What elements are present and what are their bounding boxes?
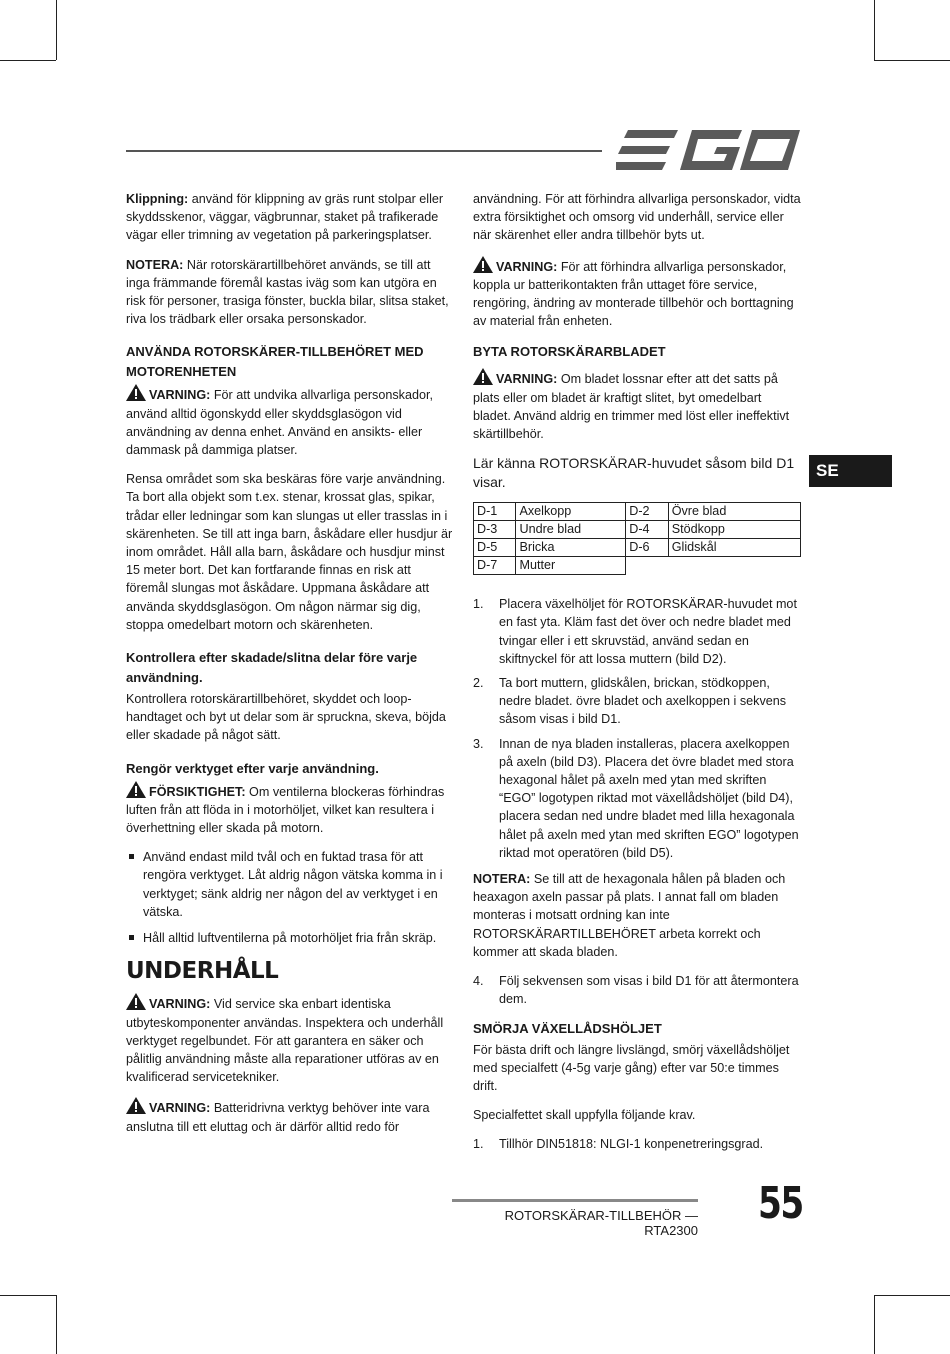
list-item: 3. Innan de nya bladen installeras, placera axelkoppen på axeln (bild D3). Placera det övre bladet med stora hexagonal hålet på axeln med ytan med skriften “EGO” logotypen riktad mot växellådshöljet (bild D4), placera sedan ned undre bladet med lilla hexagonala hålet på axeln med ytan med skriften EGO” logotypen riktad mot operatören (bild D5). bbox=[473, 736, 799, 860]
parts-table bbox=[473, 502, 801, 575]
table-cell: Stödkopp bbox=[668, 521, 800, 539]
table-cell bbox=[668, 557, 800, 575]
warning-paragraph: VARNING: För att förhindra allvarliga personskador, koppla ur batterikontakten från uttaget före service, rengöring, ändring av monterade tillbehör och borttagning av material från enheten. bbox=[473, 256, 801, 331]
caution-paragraph: FÖRSIKTIGHET: Om ventilerna blockeras förhindras luften från att flöda in i motorhöljet, vilket kan resultera i överhettning eller skada på motorn. bbox=[126, 781, 454, 838]
right-column bbox=[473, 190, 801, 1162]
page-number: 55 bbox=[758, 1178, 803, 1229]
list-item: 1. Placera växelhöljet för ROTORSKÄRAR-huvudet mot en fast yta. Kläm fast det över och nedre bladet med tvingar eller i ett skruvstäd, använd sedan en skiftnyckel för att lossa muttern (bild D2). bbox=[473, 597, 797, 666]
paragraph-check: Kontrollera rotorskärartillbehöret, skyddet och loop-handtaget och byt ut delar som är spruckna, skeva, böjda eller skadade på något sätt. bbox=[126, 692, 446, 743]
section-heading: ANVÄNDA ROTORSKÄRER-TILLBEHÖRET MED MOTORENHETEN bbox=[126, 344, 424, 380]
table-cell: D-3 bbox=[474, 521, 516, 539]
section-title: UNDERHÅLL bbox=[126, 958, 279, 985]
bullet-list bbox=[126, 848, 454, 947]
table-cell bbox=[626, 557, 668, 575]
requirements-list bbox=[473, 1135, 801, 1153]
ego-logo bbox=[616, 128, 800, 172]
table-cell: Mutter bbox=[516, 557, 626, 575]
table-cell: D-1 bbox=[474, 503, 516, 521]
crop-mark bbox=[874, 60, 950, 61]
header-rule bbox=[126, 150, 602, 152]
warning-icon bbox=[126, 993, 146, 1010]
left-column bbox=[126, 190, 454, 1147]
table-cell: Övre blad bbox=[668, 503, 800, 521]
language-tab: SE bbox=[809, 455, 892, 487]
warning-icon bbox=[473, 256, 493, 273]
steps-list bbox=[473, 972, 801, 1008]
list-item: Håll alltid luftventilerna på motorhöljet fria från skräp. bbox=[126, 929, 454, 947]
label-warning: VARNING: bbox=[149, 1101, 211, 1116]
paragraph-grease: För bästa drift och längre livslängd, smörj växellådshöljet med specialfett (4-5g varje gång) efter var 50:e timmes drift. bbox=[473, 1042, 790, 1093]
table-cell: D-6 bbox=[626, 539, 668, 557]
warning-paragraph: VARNING: Batteridrivna verktyg behöver inte vara anslutna till ett eluttag och är därför alltid redo för bbox=[126, 1097, 454, 1135]
table-cell: D-2 bbox=[626, 503, 668, 521]
label-warning: VARNING: bbox=[149, 997, 211, 1012]
warning-paragraph: VARNING: För att undvika allvarliga personskador, använd alltid ögonskydd eller skyddsglasögon vid användning av denna enhet. Använd en ansikts- eller dammask på dammiga platser. bbox=[126, 384, 454, 459]
paragraph-intro: Lär känna ROTORSKÄRAR-huvudet såsom bild D1 visar. bbox=[473, 455, 795, 491]
table-row bbox=[474, 539, 801, 557]
table-cell: D-5 bbox=[474, 539, 516, 557]
table-row bbox=[474, 503, 801, 521]
warning-icon bbox=[473, 368, 493, 385]
crop-mark bbox=[874, 0, 875, 60]
crop-mark bbox=[0, 60, 56, 61]
list-item: Använd endast mild tvål och en fuktad trasa för att rengöra verktyget. Låt aldrig någon vätska komma in i verktyget; sänk aldrig ner någon del av verktyget i en vätska. bbox=[126, 848, 454, 921]
table-cell: Axelkopp bbox=[516, 503, 626, 521]
crop-mark bbox=[874, 1295, 875, 1354]
table-row bbox=[474, 521, 801, 539]
warning-icon bbox=[126, 781, 146, 798]
warning-icon bbox=[126, 384, 146, 401]
warning-icon bbox=[126, 1097, 146, 1114]
paragraph-notera: NOTERA: Se till att de hexagonala hålen på bladen och heaxagon axeln passar på plats. I annat fall om bladen monteras i motsatt ordning kan inte ROTORSKÄRARTILLBEHÖRET arbeta korrekt och kommer att skada bladen. bbox=[473, 872, 786, 959]
warning-paragraph: VARNING: Vid service ska enbart identiska utbyteskomponenter användas. Inspektera och underhåll verktyget regelbundet. För att garantera en säker och pålitlig användning måste alla reparationer utföras av en kvalificerad servicetekniker. bbox=[126, 993, 454, 1086]
crop-mark bbox=[874, 1295, 950, 1296]
list-item: 1. Tillhör DIN51818: NLGI-1 konpenetreringsgrad. bbox=[473, 1137, 764, 1152]
table-cell: Bricka bbox=[516, 539, 626, 557]
list-item: 4. Följ sekvensen som visas i bild D1 för att återmontera dem. bbox=[473, 974, 799, 1007]
paragraph-klippning: Klippning: använd för klippning av gräs runt stolpar eller skyddsskenor, väggar, vägbrunnar, staket på trafikerade vägar eller trimning av vegetation på parkeringsplatser. bbox=[126, 192, 444, 243]
crop-mark bbox=[56, 0, 57, 60]
table-cell: D-4 bbox=[626, 521, 668, 539]
label-notera: NOTERA: bbox=[126, 257, 184, 272]
paragraph-area: Rensa området som ska beskäras före varje användning. Ta bort alla objekt som t.ex. stenar, krossat glas, spikar, trådar eller ledningar som kan slungas ut eller trasslas in i skärenheten. Se till att inga barn, åskådare eller husdjur är inom området. Håll alla barn, åskådare och husdjur minst 15 meter bort. Det kan fortfarande finnas en risk att föremål slungas mot åskådare. Uppmana åskådare att använda skyddsglasögon. Om någon närmar sig dig, stoppa omedelbart motorn och skärenheten. bbox=[126, 472, 453, 632]
table-cell: Glidskål bbox=[668, 539, 800, 557]
list-item: 2. Ta bort muttern, glidskålen, brickan, stödkoppen, nedre bladet. övre bladet och axelkoppen i sekvens såsom visas i bild D1. bbox=[473, 676, 787, 727]
section-heading: Kontrollera efter skadade/slitna delar före varje användning. bbox=[126, 650, 418, 686]
label-klippning: Klippning: bbox=[126, 192, 189, 206]
paragraph-continued: användning. För att förhindra allvarliga personskador, vidta extra försiktighet och omsorg vid underhåll, service eller när skärenhet eller andra tillbehör byts ut. bbox=[473, 192, 801, 243]
section-heading: SMÖRJA VÄXELLÅDSHÖLJET bbox=[473, 1020, 662, 1036]
label-warning: VARNING: bbox=[496, 372, 558, 387]
crop-mark bbox=[0, 1295, 56, 1296]
warning-paragraph: VARNING: Om bladet lossnar efter att det satts på plats eller om bladet är kraftigt slitet, byt omedelbart bladet. Använd aldrig en trimmer med löst eller ineffektivt skärtillbehör. bbox=[473, 368, 801, 443]
table-cell: Undre blad bbox=[516, 521, 626, 539]
label-warning: VARNING: bbox=[496, 259, 558, 274]
table-cell: D-7 bbox=[474, 557, 516, 575]
section-heading: Rengör verktyget efter varje användning. bbox=[126, 760, 379, 776]
paragraph-requirements: Specialfettet skall uppfylla följande krav. bbox=[473, 1108, 696, 1123]
footer-title: ROTORSKÄRAR-TILLBEHÖR — RTA2300 bbox=[504, 1208, 698, 1238]
footer-rule bbox=[452, 1199, 698, 1202]
paragraph-notera: NOTERA: När rotorskärartillbehöret används, se till att inga främmande föremål kastas iväg som kan utgöra en risk för personer, trasiga fönster, buckla bilar, slitsa staket, riva los trädbark eller orsaka personskador. bbox=[126, 257, 449, 327]
section-heading: BYTA ROTORSKÄRARBLADET bbox=[473, 344, 666, 360]
label-caution: FÖRSIKTIGHET: bbox=[149, 784, 246, 799]
steps-list bbox=[473, 595, 801, 862]
label-warning: VARNING: bbox=[149, 388, 211, 403]
label-notera: NOTERA: bbox=[473, 872, 531, 887]
table-row bbox=[474, 557, 801, 575]
crop-mark bbox=[56, 1295, 57, 1354]
